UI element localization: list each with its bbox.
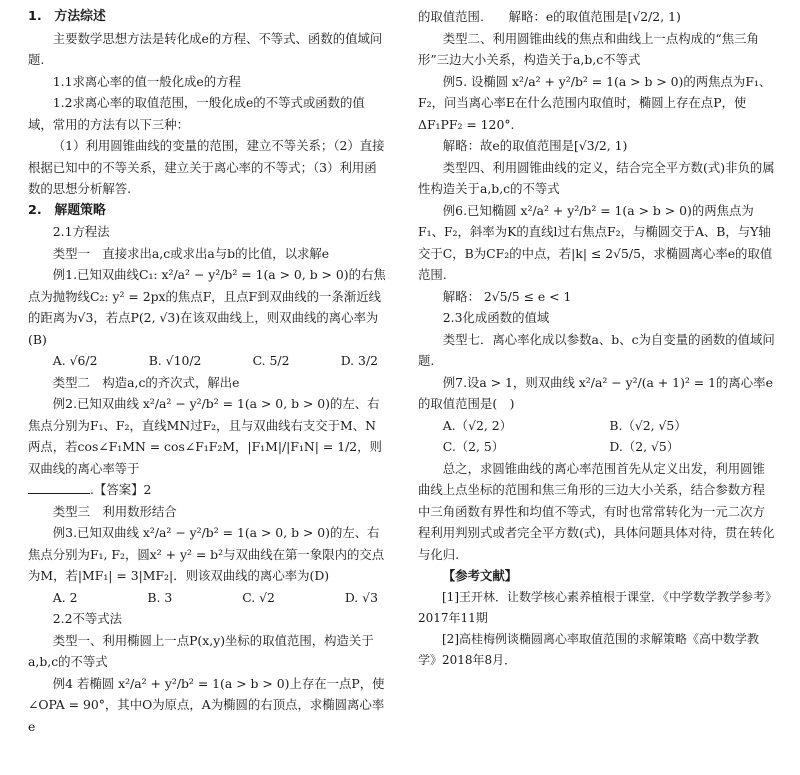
paragraph: 例7.设a > 1，则双曲线 x²/a² − y²/(a + 1)² = 1的离心率e的取值范围是( ): [418, 374, 773, 411]
paragraph: 例6.已知椭圆 x²/a² + y²/b² = 1(a > b > 0)的两焦点为F₁、F₂，斜率为K的直线l过右焦点F₂，与椭圆交于A、B，与Y轴交于C，B为CF₂的中点，若|k| ≤ 2√5/5，求椭圆离心率e的取值范围.: [418, 202, 773, 282]
answer-option: B.（√2, √5）: [609, 417, 687, 433]
paragraph: 类型二 构造a,c的齐次式，解出e: [52, 374, 240, 390]
paragraph: 总之，求圆锥曲线的离心率范围首先从定义出发，利用圆锥曲线上点坐标的范围和焦三角形的三边大小关系，结合参数方程中三角函数有界性和均值不等式，有时也常常转化为一元二次方程利用判别式或者完全平方数(式)，具体问题具体对待，贯在转化与化归.: [418, 460, 775, 562]
answer-option: C. 5/2: [252, 353, 290, 368]
paragraph: 类型七．离心率化成以参数a、b、c为自变量的函数的值域问题.: [418, 331, 775, 368]
paragraph: 例2.已知双曲线 x²/a² − y²/b² = 1(a > 0, b > 0)的左、右焦点分别为F₁、F₂，直线MN过F₂，且与双曲线右支交于M、N两点，若cos∠F₁MN = cos∠F₁F₂M，|F₁M|/|F₁N| = 1/2，则双曲线的离心率等于: [28, 396, 382, 476]
paragraph: 2.2不等式法: [52, 611, 123, 626]
paragraph: 主要数学思想方法是转化成e的方程、不等式、函数的值域问题.: [28, 30, 383, 67]
reference-entry: [2]高桂梅例谈椭圆离心率取值范围的求解策略《高中数学教学》2018年8月．: [418, 631, 760, 667]
answer-option: C.（2, 5）: [442, 439, 505, 454]
paragraph: 类型一、利用椭圆上一点P(x,y)坐标的取值范围，构造关于a,b,c的不等式: [28, 632, 374, 669]
section-heading: 1. 方法综述: [28, 9, 106, 24]
answer-text: .【答案】2: [90, 482, 152, 497]
paragraph: 类型三 利用数形结合: [52, 503, 177, 519]
answer-option: A. 2: [52, 589, 78, 605]
paragraph: 解略：故e的取值范围是[√3/2, 1): [442, 138, 628, 153]
answer-option: C. √2: [242, 589, 275, 605]
answer-option: A.（√2, 2）: [442, 417, 513, 433]
answer-option: D.（2, √5）: [609, 439, 680, 454]
paragraph: 解略： 2√5/5 ≤ e < 1: [442, 288, 572, 304]
paragraph: 2.1方程法: [52, 224, 110, 239]
paragraph: 1.2求离心率的取值范围，一般化成e的不等式或函数的值域，常用的方法有以下三种：: [28, 95, 365, 132]
section-heading: 2. 解题策略: [28, 202, 106, 218]
reference-entry: [1]王开林．让数学核心素养植根于课堂．《中学数学教学参考》2017年11期: [418, 589, 772, 625]
right-column: [418, 6, 776, 671]
paragraph: （1）利用圆锥曲线的变量的范围，建立不等关系；（2）直接根据已知中的不等关系，建立关于离心率的不等式；（3）利用函数的思想分析解答.: [28, 138, 385, 196]
paragraph: 2.3化成函数的值域: [442, 310, 550, 325]
paragraph: 类型二、利用圆锥曲线的焦点和曲线上一点构成的“焦三角形”三边大小关系，构造关于a,b,c不等式: [418, 30, 759, 67]
answer-option: D. √3: [344, 589, 378, 605]
answer-option: B. 3: [147, 589, 173, 605]
answer-option: A. √6/2: [52, 353, 98, 368]
paragraph: 类型四、利用圆锥曲线的定义，结合完全平方数(式)非负的属性构造关于a,b,c的不等式: [418, 159, 775, 196]
references-heading: 【参考文献】: [442, 568, 518, 583]
paragraph: 的取值范围. 解略：e的取值范围是[√2/2, 1): [418, 9, 681, 24]
paragraph: 类型一 直接求出a,c或求出a与b的比值，以求解e: [52, 245, 330, 261]
answer-options: [418, 415, 776, 458]
paragraph: 例5. 设椭圆 x²/a² + y²/b² = 1(a > b > 0)的两焦点为F₁、F₂，问当离心率E在什么范围内取值时，椭圆上存在点P，使ΔF₁PF₂ = 120°.: [418, 73, 772, 132]
paragraph: 例3.已知双曲线 x²/a² − y²/b² = 1(a > 0, b > 0)的左、右焦点分别为F₁, F₂，圆x² + y² = b²与双曲线在第一象限内的交点为M，若|MF₁| = 3|MF₂|．则该双曲线的离心率为(D): [28, 525, 385, 583]
paragraph: [28, 479, 388, 501]
paragraph: 例4 若椭圆 x²/a² + y²/b² = 1(a > b > 0)上存在一点P，使∠OPA = 90°，其中O为原点，A为椭圆的右顶点，求椭圆离心率e: [28, 675, 385, 734]
answer-blank: [28, 481, 90, 494]
answer-option: B. √10/2: [148, 353, 202, 368]
paragraph: 例1.已知双曲线C₁: x²/a² − y²/b² = 1(a > 0, b > 0)的右焦点为抛物线C₂: y² = 2px的焦点F，且点F到双曲线的一条渐近线的距离为√3，若点P(2, √3)在该双曲线上，则双曲线的离心率为(B): [28, 267, 386, 347]
paragraph: 1.1求离心率的值一般化成e的方程: [52, 73, 241, 89]
left-column: [28, 6, 388, 737]
answer-options: [28, 350, 388, 372]
answer-options: [28, 587, 388, 609]
answer-option: D. 3/2: [340, 353, 378, 368]
